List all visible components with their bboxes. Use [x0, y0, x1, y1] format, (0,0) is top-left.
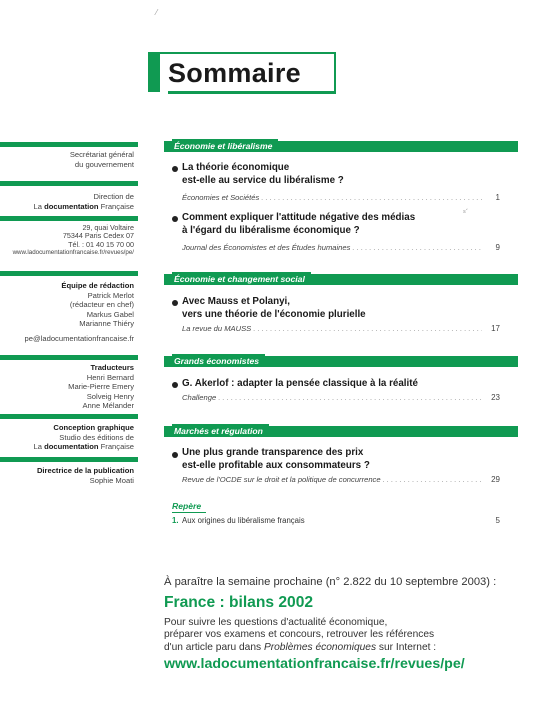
direction-publisher: La documentation Française: [33, 201, 134, 211]
directrice-block: [37, 466, 134, 485]
title-underline: [168, 91, 336, 94]
section-label: Grands économistes: [172, 354, 265, 367]
article-title[interactable]: Comment expliquer l'attitude négative des médias à l'égard du libéralisme économique ?: [182, 212, 416, 236]
direction-block: [34, 192, 134, 211]
traducteur-line: Henri Bernard: [86, 372, 134, 382]
article-source: La revue du MAUSS . . .: [182, 324, 482, 333]
secretariat-line: du gouvernement: [74, 159, 134, 169]
page-number: 29: [491, 475, 500, 484]
conception-block: [34, 423, 134, 452]
left-divider: [0, 355, 138, 360]
next-issue-announcement: À paraître la semaine prochaine (n° 2.822 du 10 septembre 2003) :: [164, 576, 497, 588]
equipe-line: Markus Gabel: [86, 309, 134, 319]
secretariat-line: Secrétariat général: [69, 150, 134, 159]
page-number: 17: [491, 324, 500, 333]
left-divider: [0, 414, 138, 419]
article-title[interactable]: La théorie économique est-elle au service du libéralisme ?: [182, 162, 344, 186]
repere-label: Repère: [172, 501, 202, 511]
address-line: 29, quai Voltaire: [82, 223, 134, 232]
article-title[interactable]: Avec Mauss et Polanyi, vers une théorie de l'économie plurielle: [182, 296, 366, 320]
conception-publisher: La documentation Française: [33, 442, 134, 451]
traducteur-line: Anne Mélander: [82, 401, 134, 410]
left-divider: [0, 271, 138, 276]
equipe-block: [61, 281, 134, 329]
directrice-name: Sophie Moati: [89, 475, 134, 485]
article-source: Challenge . . .: [182, 393, 482, 402]
section-label: Marchés et régulation: [172, 424, 269, 437]
conception-line: Studio des éditions de: [59, 432, 134, 442]
article-title[interactable]: G. Akerlof : adapter la pensée classique à la réalité: [182, 378, 418, 389]
scan-mark: ⁄: [156, 8, 158, 17]
article-source: Économies et Sociétés . . .: [182, 193, 482, 202]
page-number: 5: [495, 516, 500, 525]
repere-number: 1.: [172, 516, 179, 525]
traducteur-line: Solveig Henry: [86, 391, 134, 401]
bullet-icon: [172, 382, 178, 388]
bullet-icon: [172, 166, 178, 172]
equipe-heading: Équipe de rédaction: [61, 281, 134, 290]
page-title: Sommaire: [168, 58, 301, 88]
page-number: 9: [495, 243, 500, 252]
bullet-icon: [172, 452, 178, 458]
repere-title[interactable]: Aux origines du libéralisme français: [182, 516, 305, 525]
left-divider: [0, 142, 138, 147]
address-line: Tél. : 01 40 15 70 00: [68, 239, 134, 249]
scan-mark: ˢ´: [463, 208, 469, 217]
bullet-icon: [172, 216, 178, 222]
email: pe@ladocumentationfrancaise.fr: [24, 334, 134, 343]
equipe-line: (rédacteur en chef): [69, 300, 134, 309]
left-divider: [0, 457, 138, 462]
article-title[interactable]: Une plus grande transparence des prix est-elle profitable aux consommateurs ?: [182, 447, 370, 471]
traducteurs-heading: Traducteurs: [90, 363, 134, 372]
address-block: [13, 224, 134, 258]
section-label: Économie et changement social: [172, 272, 311, 285]
address-url: www.ladocumentationfrancaise.fr/revues/pe/: [12, 249, 134, 257]
article-source: Journal des Économistes et des Études humaines . . .: [182, 243, 482, 252]
traducteurs-block: [68, 363, 134, 411]
left-divider: [0, 181, 138, 186]
address-line: 75344 Paris Cedex 07: [62, 231, 134, 241]
repere-underline: [172, 512, 206, 513]
conception-heading: Conception graphique: [53, 423, 134, 432]
section-label: Économie et libéralisme: [172, 139, 278, 152]
page-number: 23: [491, 393, 500, 402]
traducteur-line: Marie-Pierre Emery: [68, 382, 134, 391]
article-source: Revue de l'OCDE sur le droit et la politique de concurrence . . .: [182, 475, 482, 484]
left-divider: [0, 216, 138, 221]
page-number: 1: [495, 193, 500, 202]
next-issue-title: France : bilans 2002: [164, 594, 314, 611]
secretariat-block: [70, 150, 134, 169]
bullet-icon: [172, 300, 178, 306]
equipe-line: Patrick Merlot: [87, 290, 134, 300]
direction-line: Direction de: [93, 192, 134, 201]
title-accent-block: [148, 52, 160, 92]
directrice-heading: Directrice de la publication: [36, 466, 134, 475]
equipe-line: Marianne Thiéry: [79, 319, 134, 328]
website-link[interactable]: www.ladocumentationfrancaise.fr/revues/pe/: [164, 656, 465, 672]
promo-text: Pour suivre les questions d'actualité économique, préparer vos examens et concours, retrouver les références d'un article paru dans Problèmes économiques sur Internet :: [164, 617, 437, 653]
